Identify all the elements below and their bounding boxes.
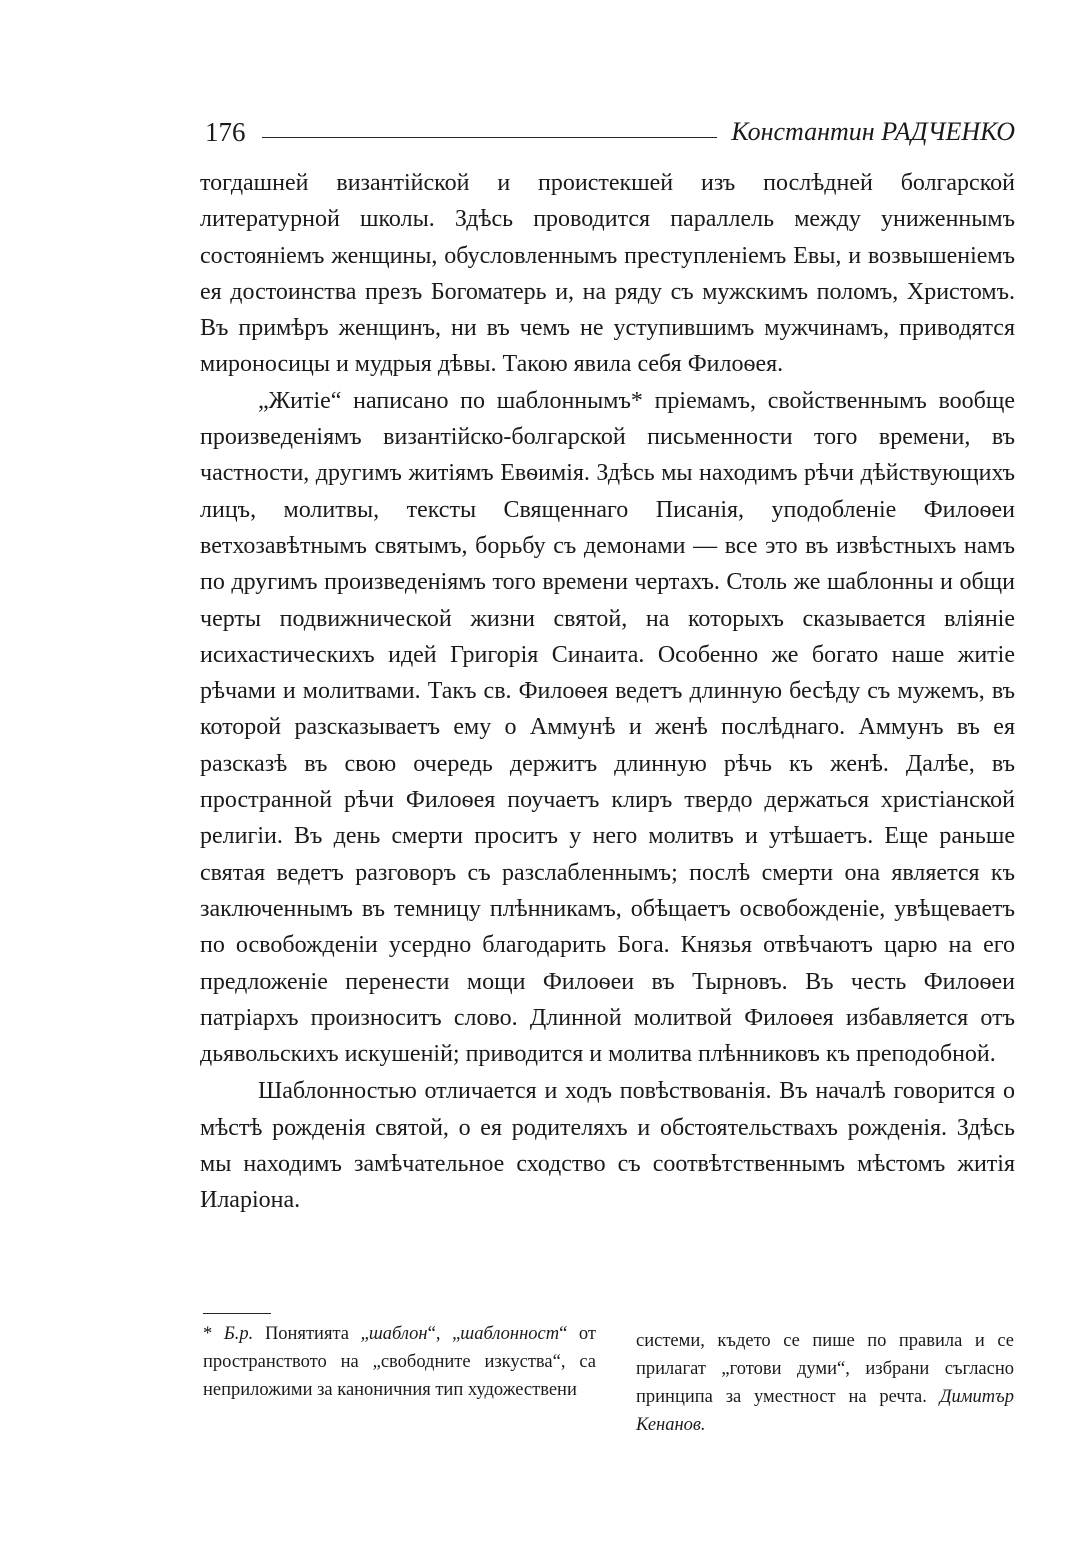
- footnote-signature: Димитър Кенанов.: [636, 1387, 1014, 1435]
- running-author: Константин РАДЧЕНКО: [731, 117, 1015, 146]
- footnote-column-left: [203, 1320, 596, 1404]
- footnote-marker: *: [203, 1324, 224, 1344]
- term-shablon: шаблон: [368, 1324, 428, 1344]
- paragraph-1: тогдашней византійской и проистекшей изъ послѣдней болгарской литературной школы. Здѣсь проводится параллель между униженнымъ состояніемъ женщины, обусловленнымъ преступленіемъ Евы, и возвышеніемъ ея достоинства презъ Богоматерь и, на ряду съ мужскимъ поломъ, Христомъ. Въ примѣръ женщинъ, ни въ чемъ не уступившимъ мужчинамъ, приводятся мироносицы и мудрыя дѣвы. Такою явила себя Филоѳея.: [200, 170, 1015, 378]
- paragraph-3: Шаблонностью отличается и ходъ повѣствованія. Въ началѣ говорится о мѣстѣ рожденія святой, о ея родителяхъ и обстоятельствахъ рожденія. Здѣсь мы находимъ замѣчательное сходство съ соотвѣтственнымъ мѣстомъ житія Иларіона.: [200, 1078, 1015, 1214]
- editor-abbreviation: Б.р.: [223, 1324, 254, 1344]
- footnote-separator: [203, 1313, 271, 1314]
- term-shablonnost: шаблонност: [460, 1324, 560, 1344]
- paragraph-2: „Житіе“ написано по шаблоннымъ* пріемамъ, свойственнымъ вообще произведеніямъ византійско-болгарской письменности того времени, въ частности, другимъ житіямъ Евѳимія. Здѣсь мы находимъ рѣчи дѣйствующихъ лицъ, молитвы, тексты Священнаго Писанія, уподобленіе Филоѳеи ветхозавѣтнымъ святымъ, борьбу съ демонами — все это въ извѣстныхъ намъ по другимъ произведеніямъ того времени чертахъ. Столь же шаблонны и общи черты подвижнической жизни святой, на которыхъ сказывается вліяніе исихастическихъ идей Григорія Синаита. Особенно же богато наше житіе рѣчами и молитвами. Такъ св. Филоѳея ведетъ длинную бесѣду съ мужемъ, въ которой разсказываетъ ему о Аммунѣ и женѣ послѣднаго. Аммунъ въ ея разсказѣ въ свою очередь держитъ длинную рѣчь къ женѣ. Далѣе, въ пространной рѣчи Филоѳея поучаетъ клиръ твердо держаться христіанской религіи. Въ день смерти проситъ у него молитвъ и утѣшаетъ. Еще раньше святая ведетъ разговоръ съ разслабленнымъ; послѣ смерти она является къ заключеннымъ въ темницу плѣнникамъ, обѣщаетъ освобожденіе, увѣщеваетъ по освобожденіи усердно благодарить Бога. Князья отвѣчаютъ царю на его предложеніе перенести мощи Филоѳеи въ Тырновъ. Въ честь Филоѳеи патріархъ произноситъ слово. Длинной молитвой Филоѳея избавляется отъ дьявольскихъ искушеній; приводится и молитва плѣнниковъ къ преподобной.: [200, 387, 1015, 1068]
- header-rule: [262, 137, 718, 138]
- main-text: [200, 165, 1015, 1219]
- footnote-text-start: * Б.р. Понятията „шаблон“, „шаблонност“ от пространството на „свободните изкуства“, са неприложими за каноничния тип художествени: [203, 1324, 597, 1400]
- footnote-text-end: системи, където се пише по правила и се прилагат „готови думи“, избрани съгласно принципа за уместност на речта. Димитър Кенанов.: [636, 1331, 1014, 1435]
- page-number: 176: [205, 116, 246, 147]
- footnote-column-right: [636, 1327, 1014, 1439]
- running-header: [205, 112, 1015, 152]
